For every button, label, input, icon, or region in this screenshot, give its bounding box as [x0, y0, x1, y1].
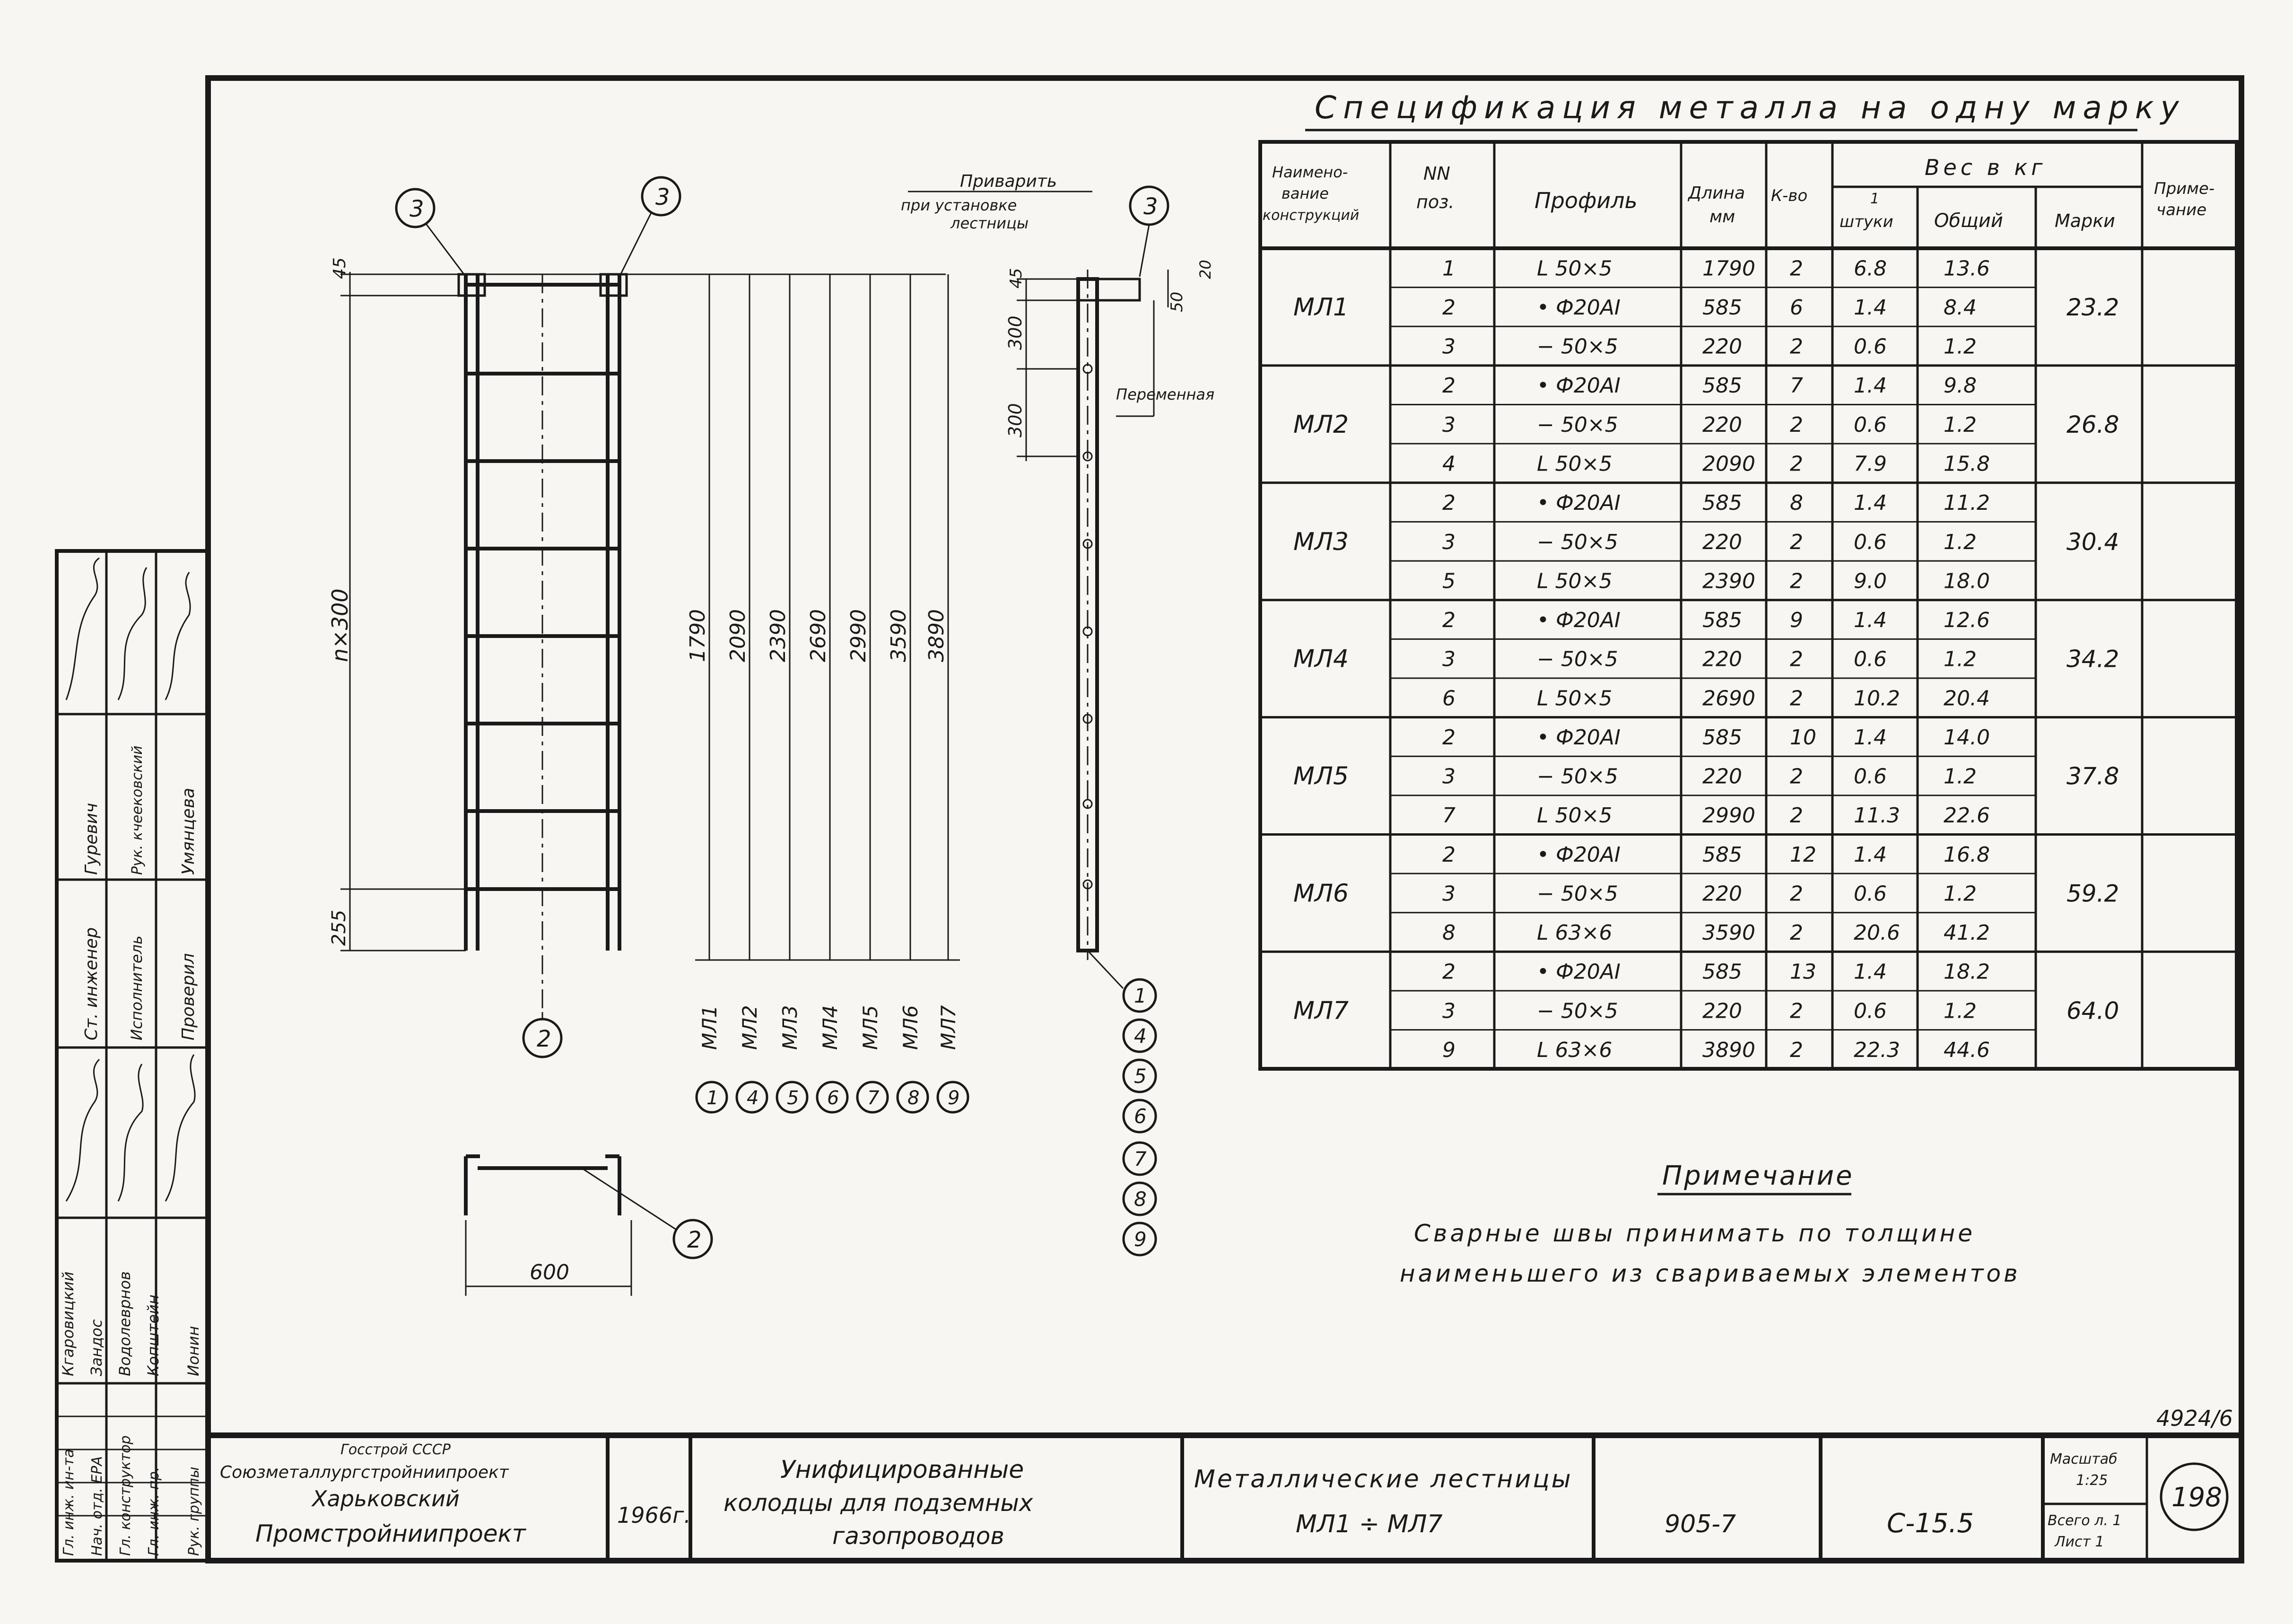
spec-length: 220 [1702, 530, 1742, 554]
spec-piece-weight: 1.4 [1854, 842, 1887, 867]
svg-text:9: 9 [1134, 1228, 1147, 1251]
mark-weight: 23.2 [2066, 293, 2119, 321]
spec-pos: 2 [1442, 491, 1456, 515]
spec-total-weight: 1.2 [1944, 764, 1977, 789]
note-title: Примечание [1662, 1161, 1854, 1191]
spec-profile: L 63×6 [1537, 921, 1613, 945]
spec-profile: − 50×5 [1537, 764, 1618, 789]
spec-length: 2690 [1702, 686, 1755, 711]
hdr-w-mark: Марки [2055, 210, 2115, 231]
mark-weight: 59.2 [2066, 880, 2119, 908]
spec-profile: L 50×5 [1537, 569, 1613, 594]
title-block [220, 1406, 2233, 1561]
position-callouts [697, 1082, 968, 1112]
hdr-weight: Вес в кг [1925, 155, 2047, 180]
spec-profile: − 50×5 [1537, 647, 1618, 672]
spec-qty: 7 [1790, 374, 1803, 398]
hdr-note-2: чание [2156, 201, 2207, 219]
spec-profile: L 50×5 [1537, 452, 1613, 476]
callout-2-section: 2 [687, 1227, 702, 1253]
stamp-name2-3: Водолеврнов [116, 1271, 134, 1376]
mark-ml2: МЛ2 [738, 1005, 761, 1050]
spec-qty: 6 [1790, 295, 1803, 320]
side-dim-300-b: 300 [1005, 403, 1026, 437]
spec-piece-weight: 22.3 [1854, 1038, 1900, 1062]
spec-piece-weight: 0.6 [1854, 999, 1887, 1023]
org-line-3: Харьковский [312, 1486, 460, 1511]
total-label: Всего л. 1 [2048, 1512, 2122, 1529]
mark-name: МЛ5 [1293, 762, 1349, 791]
length-2990: 2990 [846, 609, 871, 662]
spec-pos: 3 [1442, 647, 1456, 672]
spec-total-weight: 44.6 [1944, 1038, 1990, 1062]
mark-ml7: МЛ7 [937, 1005, 960, 1050]
spec-profile: − 50×5 [1537, 882, 1618, 906]
scale-label: Масштаб [2050, 1451, 2118, 1467]
project-line-1: Унифицированные [780, 1456, 1024, 1484]
spec-table [1260, 89, 2237, 1069]
spec-piece-weight: 0.6 [1854, 764, 1887, 789]
spec-total-weight: 16.8 [1944, 842, 1990, 867]
callout-2-front: 2 [537, 1026, 551, 1052]
mark-weight: 64.0 [2066, 997, 2119, 1025]
org-line-1: Госстрой СССР [340, 1441, 451, 1458]
mark-name: МЛ2 [1293, 410, 1349, 439]
spec-total-weight: 41.2 [1944, 921, 1990, 945]
general-note [1400, 1161, 2021, 1287]
spec-qty: 2 [1790, 256, 1803, 281]
spec-pos: 5 [1442, 569, 1456, 594]
mark-weight: 37.8 [2066, 762, 2119, 790]
mark-name: МЛ6 [1293, 879, 1349, 908]
hdr-name-1: Наимено- [1272, 163, 1348, 181]
stamp-role2-1: Гл. инж. ин-та [61, 1449, 77, 1556]
mark-ml3: МЛ3 [778, 1005, 802, 1050]
spec-pos: 3 [1442, 882, 1456, 906]
spec-qty: 2 [1790, 686, 1803, 711]
spec-qty: 2 [1790, 764, 1803, 789]
project-line-2: колодцы для подземных [724, 1489, 1033, 1517]
spec-qty: 13 [1790, 960, 1816, 984]
spec-piece-weight: 9.0 [1854, 569, 1887, 594]
spec-pos: 3 [1442, 334, 1456, 359]
spec-profile: • Ф20АI [1537, 725, 1621, 750]
svg-text:7: 7 [867, 1087, 880, 1109]
ladder-plan-section [466, 1156, 712, 1296]
stamp-role2-2: Нач. отд. ЕРА [89, 1456, 105, 1556]
svg-text:6: 6 [1134, 1105, 1147, 1128]
callout-3-left: 3 [410, 196, 424, 222]
spec-total-weight: 8.4 [1944, 295, 1977, 320]
spec-title: Спецификация металла на одну марку [1315, 89, 2186, 126]
side-dim-20: 20 [1196, 260, 1214, 279]
spec-qty: 12 [1790, 842, 1816, 867]
spec-piece-weight: 1.4 [1854, 960, 1887, 984]
spec-piece-weight: 20.6 [1854, 921, 1900, 945]
spec-length: 1790 [1702, 256, 1755, 281]
spec-profile: − 50×5 [1537, 412, 1618, 437]
spec-pos: 2 [1442, 960, 1456, 984]
mark-name: МЛ7 [1293, 996, 1349, 1025]
spec-profile: L 63×6 [1537, 1038, 1613, 1062]
svg-text:8: 8 [1134, 1187, 1147, 1211]
mark-ml4: МЛ4 [819, 1005, 842, 1050]
spec-length: 220 [1702, 647, 1742, 672]
mark-name: МЛ1 [1293, 293, 1349, 322]
spec-qty: 2 [1790, 530, 1803, 554]
stamp-name2-2: Зандос [87, 1319, 105, 1376]
hdr-name-2: вание [1282, 184, 1329, 202]
spec-length: 585 [1702, 491, 1742, 515]
stamp-role2-4: Гл. инж. пр. [146, 1467, 162, 1556]
mark-name: МЛ4 [1293, 645, 1349, 673]
spec-total-weight: 1.2 [1944, 334, 1977, 359]
spec-pos: 7 [1442, 803, 1456, 828]
spec-length: 585 [1702, 374, 1742, 398]
spec-total-weight: 14.0 [1944, 725, 1990, 750]
spec-pos: 2 [1442, 725, 1456, 750]
spec-pos: 2 [1442, 842, 1456, 867]
spec-piece-weight: 1.4 [1854, 491, 1887, 515]
svg-text:4: 4 [747, 1087, 759, 1109]
spec-piece-weight: 0.6 [1854, 647, 1887, 672]
stamp-name2-4: Копштейн [144, 1294, 162, 1376]
spec-length: 585 [1702, 842, 1742, 867]
spec-total-weight: 1.2 [1944, 647, 1977, 672]
spec-piece-weight: 0.6 [1854, 530, 1887, 554]
spec-profile: L 50×5 [1537, 686, 1613, 711]
spec-body [1260, 256, 2237, 1062]
spec-pos: 4 [1442, 452, 1456, 476]
mark-ml1: МЛ1 [698, 1005, 721, 1050]
weld-note-1: Приварить [960, 172, 1057, 191]
stamp-role-3: Проверил [179, 953, 198, 1040]
length-2390: 2390 [766, 609, 790, 662]
spec-piece-weight: 11.3 [1854, 803, 1900, 828]
spec-length: 220 [1702, 882, 1742, 906]
sheet-number: 198 [2171, 1482, 2222, 1513]
stamp-name2-1: Кгаровицкий [59, 1271, 77, 1376]
spec-length: 585 [1702, 725, 1742, 750]
spec-profile: • Ф20АI [1537, 374, 1621, 398]
spec-total-weight: 22.6 [1944, 803, 1990, 828]
mark-name: МЛ3 [1293, 527, 1349, 556]
org-line-2: Союзметаллургстройниипроект [220, 1463, 509, 1482]
spec-length: 585 [1702, 960, 1742, 984]
hdr-w-piece-1: 1 [1870, 191, 1880, 207]
note-line-1: Сварные швы принимать по толщине [1414, 1220, 1976, 1247]
spec-pos: 3 [1442, 999, 1456, 1023]
spec-pos: 3 [1442, 764, 1456, 789]
spec-qty: 2 [1790, 569, 1803, 594]
stamp-role-2: Исполнитель [128, 935, 146, 1040]
spec-pos: 3 [1442, 530, 1456, 554]
spec-qty: 9 [1790, 608, 1803, 633]
dim-600: 600 [530, 1260, 569, 1284]
length-1790: 1790 [686, 609, 710, 662]
svg-text:4: 4 [1134, 1024, 1147, 1048]
spec-piece-weight: 10.2 [1854, 686, 1900, 711]
spec-profile: L 50×5 [1537, 803, 1613, 828]
svg-text:1: 1 [706, 1087, 719, 1109]
stamp-name-3: Умянцева [179, 787, 198, 875]
dim-45: 45 [330, 257, 349, 279]
year: 1966г. [617, 1502, 691, 1528]
hdr-note-1: Приме- [2154, 179, 2215, 198]
spec-length: 220 [1702, 334, 1742, 359]
scale-value: 1:25 [2076, 1472, 2108, 1489]
spec-profile: • Ф20АI [1537, 608, 1621, 633]
stamp-role-1: Ст. инженер [82, 927, 101, 1040]
spec-qty: 2 [1790, 921, 1803, 945]
weld-note-2: при установке [901, 196, 1017, 214]
spec-total-weight: 18.0 [1944, 569, 1990, 594]
hdr-length-1: Длина [1688, 183, 1745, 203]
stamp-name-1: Гуревич [82, 803, 101, 875]
sheet-frame [208, 78, 2241, 1561]
mark-ml5: МЛ5 [859, 1005, 882, 1050]
spec-profile: • Ф20АI [1537, 842, 1621, 867]
length-2690: 2690 [806, 609, 830, 662]
spec-total-weight: 1.2 [1944, 882, 1977, 906]
svg-text:9: 9 [948, 1087, 960, 1109]
spec-length: 2390 [1702, 569, 1755, 594]
spec-qty: 2 [1790, 999, 1803, 1023]
spec-piece-weight: 0.6 [1854, 334, 1887, 359]
side-stamp [57, 551, 208, 1561]
project-line-3: газопроводов [832, 1522, 1004, 1550]
stamp-role2-5: Рук. группы [186, 1467, 202, 1556]
archive-number: 4924/6 [2156, 1406, 2233, 1431]
spec-piece-weight: 0.6 [1854, 882, 1887, 906]
spec-qty: 2 [1790, 647, 1803, 672]
length-3890: 3890 [924, 609, 949, 662]
spec-profile: − 50×5 [1537, 530, 1618, 554]
length-3590: 3590 [887, 609, 911, 662]
callout-3-right: 3 [655, 184, 670, 210]
spec-total-weight: 18.2 [1944, 960, 1990, 984]
spec-pos: 9 [1442, 1038, 1456, 1062]
spec-total-weight: 11.2 [1944, 491, 1990, 515]
spec-qty: 2 [1790, 412, 1803, 437]
spec-pos: 2 [1442, 295, 1456, 320]
spec-qty: 2 [1790, 452, 1803, 476]
side-dim-50: 50 [1168, 291, 1186, 312]
hdr-w-total: Общий [1934, 210, 2003, 232]
sheet-title-2: МЛ1 ÷ МЛ7 [1296, 1510, 1443, 1538]
spec-profile: • Ф20АI [1537, 295, 1621, 320]
series: 905-7 [1665, 1510, 1736, 1538]
spec-length: 2090 [1702, 452, 1755, 476]
spec-length: 220 [1702, 412, 1742, 437]
spec-profile: • Ф20АI [1537, 960, 1621, 984]
spec-total-weight: 12.6 [1944, 608, 1990, 633]
spec-pos: 8 [1442, 921, 1456, 945]
side-dim-45: 45 [1007, 268, 1026, 288]
spec-pos: 2 [1442, 608, 1456, 633]
spec-length: 585 [1702, 608, 1742, 633]
side-dim-300-a: 300 [1005, 315, 1026, 350]
spec-piece-weight: 6.8 [1854, 256, 1887, 281]
sheet-label: Лист 1 [2055, 1534, 2104, 1550]
spec-length: 3590 [1702, 921, 1755, 945]
spec-qty: 2 [1790, 1038, 1803, 1062]
spec-total-weight: 1.2 [1944, 999, 1977, 1023]
svg-text:1: 1 [1134, 984, 1147, 1007]
hdr-qty: К-во [1771, 186, 1808, 205]
spec-total-weight: 13.6 [1944, 256, 1990, 281]
spec-piece-weight: 0.6 [1854, 412, 1887, 437]
ladder-front-view [327, 177, 680, 1057]
spec-qty: 8 [1790, 491, 1803, 515]
hdr-length-2: мм [1709, 207, 1735, 227]
side-position-callouts [1124, 979, 1156, 1255]
spec-total-weight: 9.8 [1944, 374, 1977, 398]
spec-profile: − 50×5 [1537, 334, 1618, 359]
weld-note-3: лестницы [950, 214, 1029, 232]
stamp-name2-5: Ионин [184, 1326, 202, 1376]
mark-ml6: МЛ6 [899, 1005, 922, 1050]
spec-qty: 10 [1790, 725, 1816, 750]
spec-piece-weight: 1.4 [1854, 295, 1887, 320]
hdr-pos-1: NN [1423, 163, 1450, 184]
hdr-profile: Профиль [1534, 188, 1638, 213]
spec-length: 220 [1702, 764, 1742, 789]
spec-pos: 6 [1442, 686, 1456, 711]
note-line-2: наименьшего из свариваемых элементов [1400, 1260, 2021, 1287]
spec-pos: 2 [1442, 374, 1456, 398]
spec-piece-weight: 7.9 [1854, 452, 1887, 476]
length-2090: 2090 [726, 609, 750, 662]
spec-pos: 3 [1442, 412, 1456, 437]
hdr-w-piece-2: штуки [1840, 212, 1893, 231]
mark-weight: 34.2 [2066, 645, 2119, 673]
spec-total-weight: 20.4 [1944, 686, 1990, 711]
spec-qty: 2 [1790, 803, 1803, 828]
spec-total-weight: 15.8 [1944, 452, 1990, 476]
spec-total-weight: 1.2 [1944, 412, 1977, 437]
spec-length: 3890 [1702, 1038, 1755, 1062]
svg-text:6: 6 [827, 1087, 839, 1109]
spec-pos: 1 [1442, 256, 1456, 281]
spec-length: 585 [1702, 295, 1742, 320]
spec-piece-weight: 1.4 [1854, 725, 1887, 750]
sheet-code: С-15.5 [1887, 1508, 1974, 1539]
spec-profile: L 50×5 [1537, 256, 1613, 281]
dim-n-step: n×300 [327, 588, 353, 662]
spec-piece-weight: 1.4 [1854, 608, 1887, 633]
org-line-4: Промстройниипроект [255, 1520, 526, 1547]
variable-label: Переменная [1116, 385, 1215, 403]
spec-qty: 2 [1790, 882, 1803, 906]
mark-weight: 26.8 [2066, 410, 2119, 438]
spec-total-weight: 1.2 [1944, 530, 1977, 554]
dim-255: 255 [328, 909, 350, 946]
spec-piece-weight: 1.4 [1854, 374, 1887, 398]
spec-qty: 2 [1790, 334, 1803, 359]
svg-text:8: 8 [907, 1087, 920, 1109]
hdr-pos-2: поз. [1416, 192, 1455, 212]
spec-length: 2990 [1702, 803, 1755, 828]
stamp-name-2: Рук. кчеековский [129, 745, 146, 875]
svg-text:5: 5 [1134, 1065, 1147, 1088]
svg-text:5: 5 [787, 1087, 799, 1109]
hdr-name-3: конструкций [1263, 207, 1360, 224]
svg-text:7: 7 [1134, 1147, 1147, 1170]
spec-profile: − 50×5 [1537, 999, 1618, 1023]
sheet-title-1: Металлические лестницы [1194, 1465, 1573, 1493]
mark-weight: 30.4 [2066, 528, 2119, 556]
length-variants [466, 274, 968, 1112]
callout-3-side: 3 [1143, 193, 1158, 220]
stamp-role2-3: Гл. конструктор [117, 1435, 134, 1556]
spec-profile: • Ф20АI [1537, 491, 1621, 515]
spec-length: 220 [1702, 999, 1742, 1023]
